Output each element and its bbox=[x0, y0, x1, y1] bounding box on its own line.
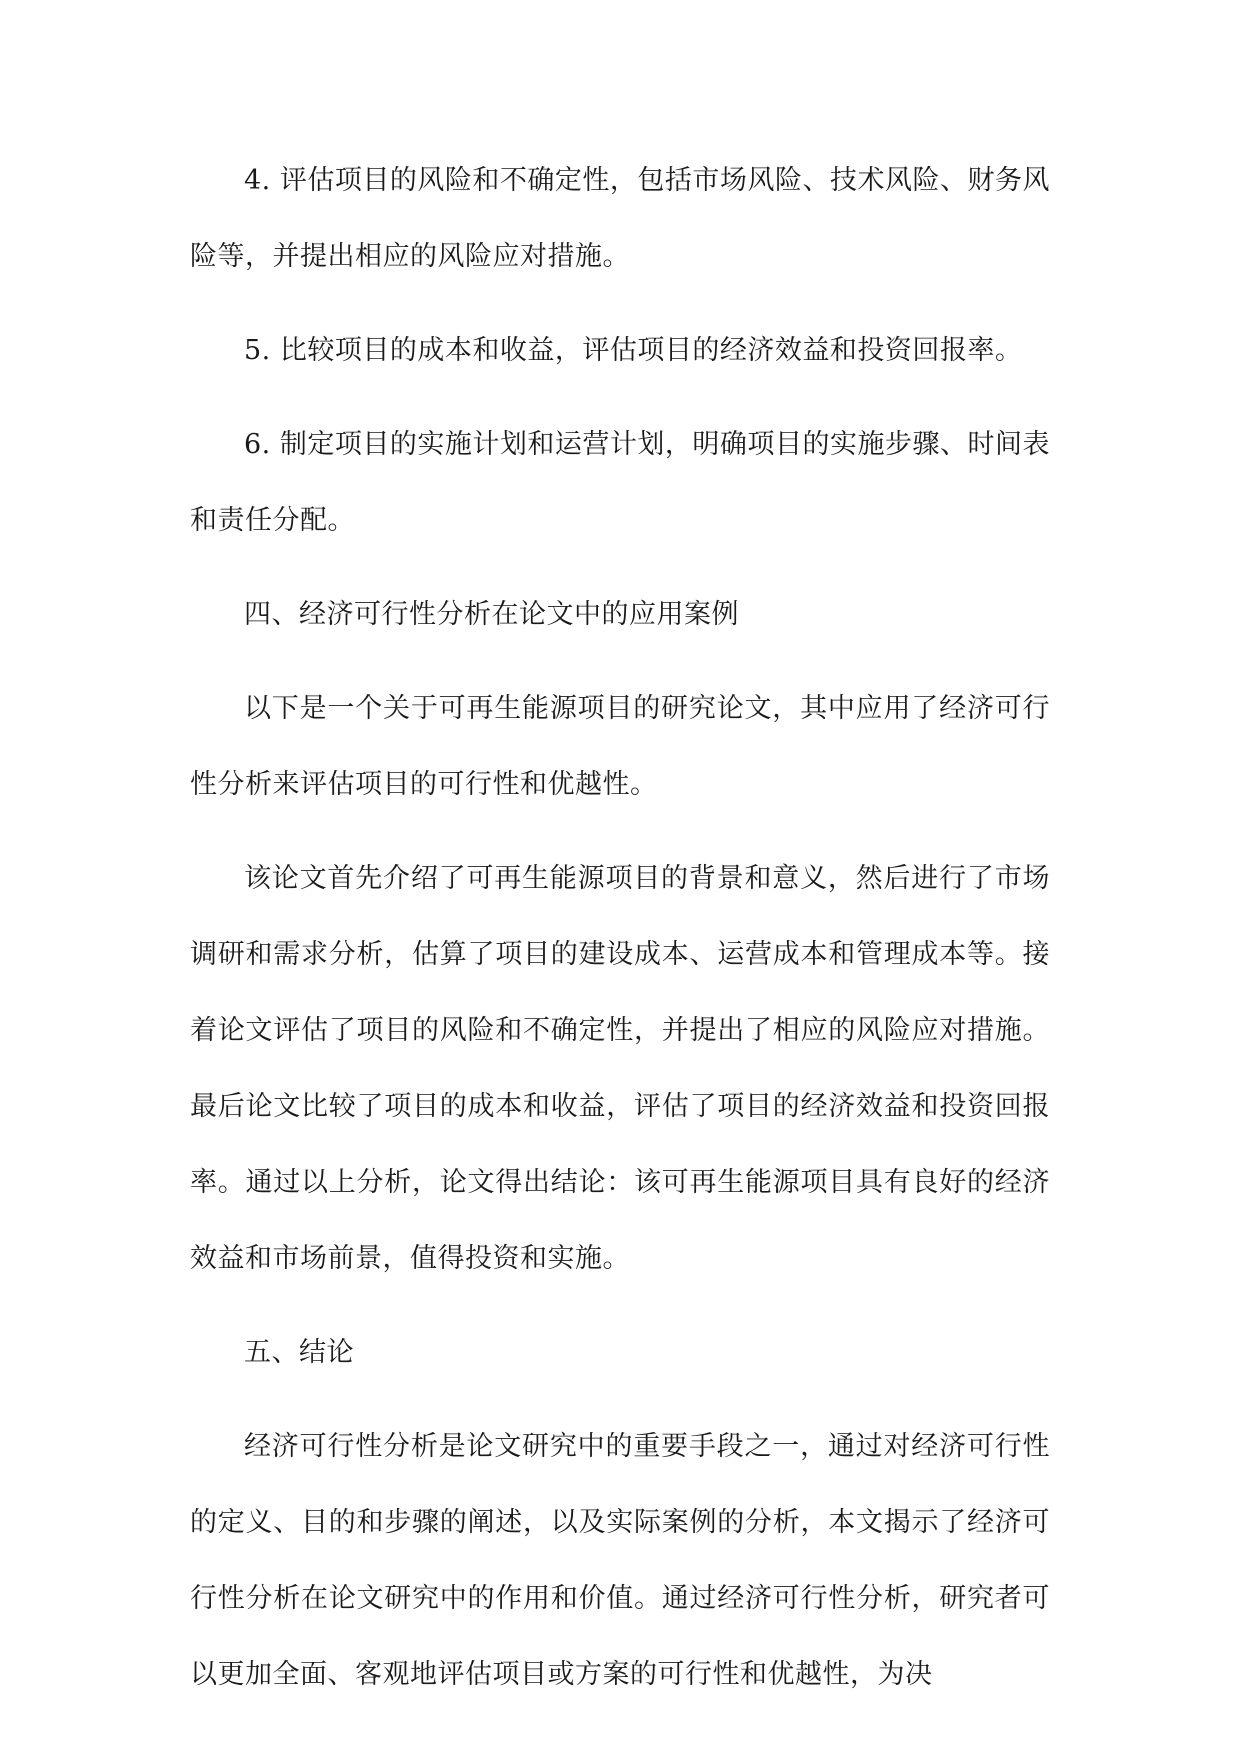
list-item-6: 6. 制定项目的实施计划和运营计划，明确项目的实施步骤、时间表和责任分配。 bbox=[190, 429, 1050, 536]
case-body-paragraph: 该论文首先介绍了可再生能源项目的背景和意义，然后进行了市场调研和需求分析，估算了项目的建设成本、运营成本和管理成本等。接着论文评估了项目的风险和不确定性，并提出了相应的风险应对措施。最后论文比较了项目的成本和收益，评估了项目的经济效益和投资回报率。通过以上分析，论文得出结论：该可再生能源项目具有良好的经济效益和市场前景，值得投资和实施。 bbox=[190, 863, 1050, 1274]
section-heading-4: 四、经济可行性分析在论文中的应用案例 bbox=[244, 599, 739, 630]
case-intro-paragraph: 以下是一个关于可再生能源项目的研究论文，其中应用了经济可行性分析来评估项目的可行性和优越性。 bbox=[190, 693, 1050, 800]
list-item-4: 4. 评估项目的风险和不确定性，包括市场风险、技术风险、财务风险等，并提出相应的风险应对措施。 bbox=[190, 165, 1050, 272]
list-item-5: 5. 比较项目的成本和收益，评估项目的经济效益和投资回报率。 bbox=[244, 335, 1023, 366]
conclusion-paragraph: 经济可行性分析是论文研究中的重要手段之一，通过对经济可行性的定义、目的和步骤的阐述，以及实际案例的分析，本文揭示了经济可行性分析在论文研究中的作用和价值。通过经济可行性分析，研究者可以更加全面、客观地评估项目或方案的可行性和优越性，为决 bbox=[190, 1431, 1050, 1690]
section-heading-5: 五、结论 bbox=[244, 1337, 354, 1368]
document-body bbox=[190, 143, 1050, 1731]
